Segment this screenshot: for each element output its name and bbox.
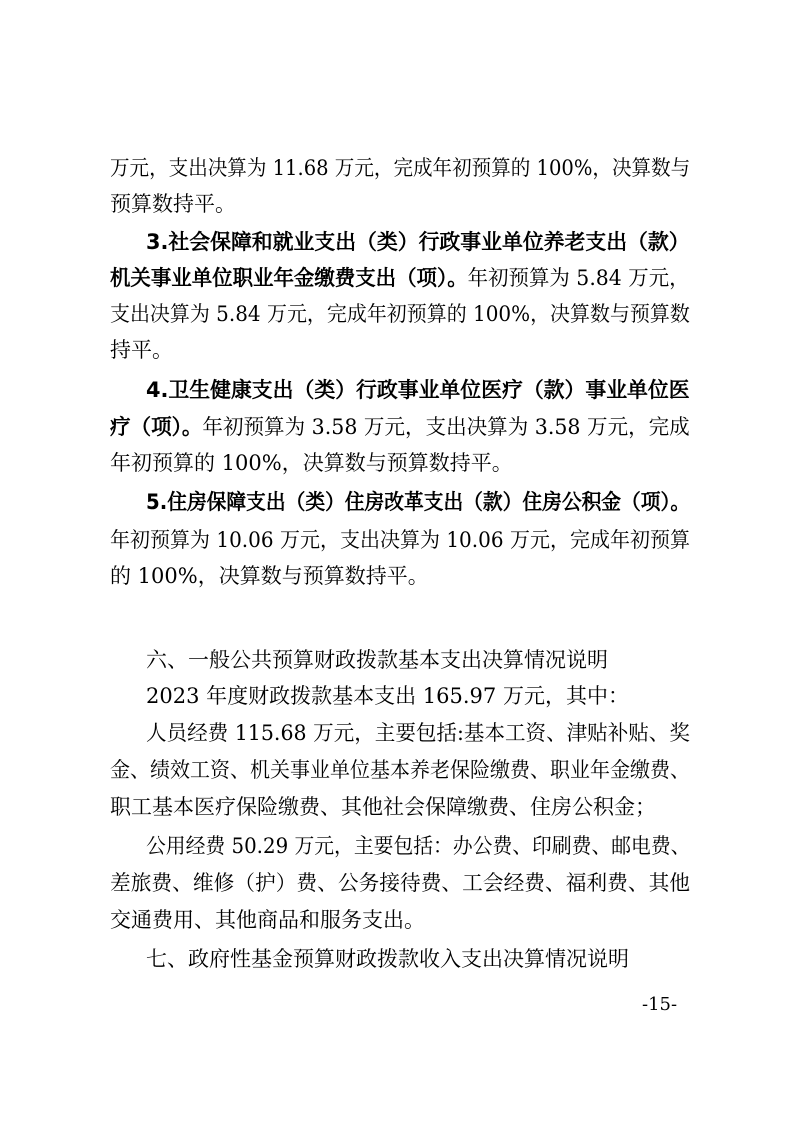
- section-heading: 六、一般公共预算财政拨款基本支出决算情况说明: [146, 648, 608, 672]
- body-text-line: 年初预算为 3.58 万元，支出决算为 3.58 万元，完成: [202, 415, 690, 439]
- body-text-line: 年初预算的 100%，决算数与预算数持平。: [110, 451, 513, 475]
- body-text-line: 交通费用、其他商品和服务支出。: [110, 908, 425, 932]
- body-text-line: 2023 年度财政拨款基本支出 165.97 万元，其中：: [146, 684, 629, 708]
- body-text-line: 公用经费 50.29 万元，主要包括：办公费、印刷费、邮电费、: [146, 834, 691, 858]
- item-heading-line: 3.社会保障和就业支出（类）行政事业单位养老支出（款）: [146, 230, 690, 254]
- body-text-line: 支出决算为 5.84 万元，完成年初预算的 100%，决算数与预算数: [110, 302, 690, 326]
- body-text-line: 的 100%，决算数与预算数持平。: [110, 564, 429, 588]
- body-text-line: 职工基本医疗保险缴费、其他社会保障缴费、住房公积金；: [110, 795, 656, 819]
- item-heading-line: 4.卫生健康支出（类）行政事业单位医疗（款）事业单位医: [146, 378, 690, 402]
- body-text-line: 差旅费、维修（护）费、公务接待费、工会经费、福利费、其他: [110, 871, 690, 895]
- body-text-line: 金、绩效工资、机关事业单位基本养老保险缴费、职业年金缴费、: [110, 758, 690, 782]
- body-text-line: 持平。: [110, 338, 173, 362]
- item-heading-line: 疗（项）。: [110, 415, 203, 439]
- page-number: -15-: [642, 994, 678, 1015]
- body-text-line: 年初预算为 5.84 万元，: [467, 266, 690, 290]
- body-text-line: 万元，支出决算为 11.68 万元，完成年初预算的 100%，决算数与: [110, 156, 691, 180]
- section-heading: 七、政府性基金预算财政拨款收入支出决算情况说明: [146, 947, 629, 971]
- body-text-line: 人员经费 115.68 万元，主要包括:基本工资、津贴补贴、奖: [146, 721, 690, 745]
- body-text-line: 预算数持平。: [110, 192, 236, 216]
- body-text-line: 年初预算为 10.06 万元，支出决算为 10.06 万元，完成年初预算: [110, 528, 690, 552]
- body-text-line: [110, 265, 690, 291]
- body-text-line: [110, 414, 690, 440]
- item-heading-line: 5.住房保障支出（类）住房改革支出（款）住房公积金（项）。: [146, 490, 691, 514]
- item-heading-line: 机关事业单位职业年金缴费支出（项）。: [110, 266, 468, 290]
